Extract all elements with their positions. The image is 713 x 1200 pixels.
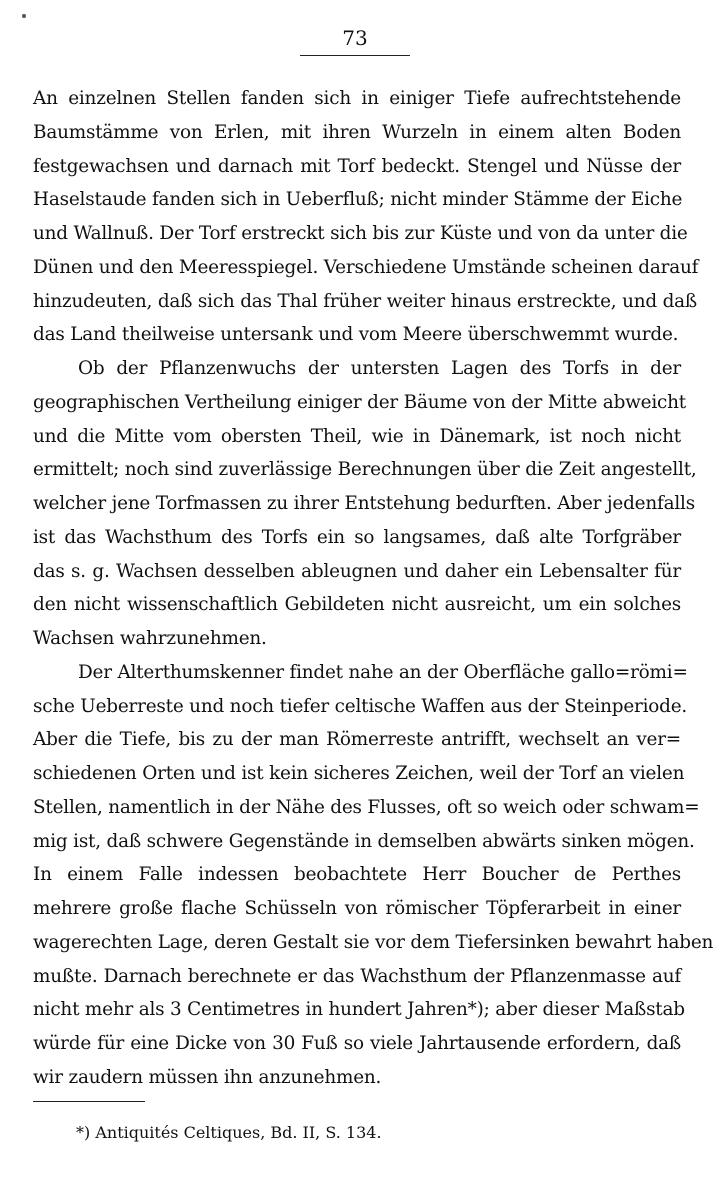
text-line: wagerechten Lage, deren Gestalt sie vor dem Tiefersinken bewahrt haben — [33, 932, 713, 953]
text-line: mig ist, daß schwere Gegenstände in demselben abwärts sinken mögen. — [33, 831, 695, 852]
text-line: mußte. Darnach berechnete er das Wachsthum der Pflanzenmasse auf — [33, 966, 681, 987]
text-line: und die Mitte vom obersten Theil, wie in Dänemark, ist noch nicht — [33, 426, 681, 447]
text-line: das Land theilweise untersank und vom Meere überschwemmt wurde. — [33, 324, 679, 345]
text-line: Stellen, namentlich in der Nähe des Flusses, oft so weich oder schwam= — [33, 797, 700, 818]
text-line: ist das Wachsthum des Torfs ein so langsames, daß alte Torfgräber — [33, 527, 681, 548]
page-number: 73 — [342, 26, 368, 50]
text-line: wir zaudern müssen ihn anzunehmen. — [33, 1067, 382, 1088]
text-line: festgewachsen und darnach mit Torf bedeckt. Stengel und Nüsse der — [33, 156, 681, 177]
text-line: Der Alterthumskenner findet nahe an der Oberfläche gallo=römi= — [78, 662, 688, 683]
footnote: *) Antiquités Celtiques, Bd. II, S. 134. — [76, 1123, 382, 1142]
text-line: Aber die Tiefe, bis zu der man Römerreste antrifft, wechselt an ver= — [33, 729, 681, 750]
text-line: Ob der Pflanzenwuchs der untersten Lagen des Torfs in der — [78, 358, 681, 379]
text-line: hinzudeuten, daß sich das Thal früher weiter hinaus erstreckte, und daß — [33, 291, 698, 312]
text-line: mehrere große flache Schüsseln von römischer Töpferarbeit in einer — [33, 898, 681, 919]
header-rule — [300, 55, 410, 56]
text-line: An einzelnen Stellen fanden sich in einiger Tiefe aufrechtstehende — [33, 88, 681, 109]
text-line: welcher jene Torfmassen zu ihrer Entstehung bedurften. Aber jedenfalls — [33, 493, 695, 514]
text-line: ermittelt; noch sind zuverlässige Berechnungen über die Zeit angestellt, — [33, 459, 697, 480]
text-line: das s. g. Wachsen desselben ableugnen und daher ein Lebensalter für — [33, 561, 681, 582]
text-line: und Wallnuß. Der Torf erstreckt sich bis zur Küste und von da unter die — [33, 223, 688, 244]
text-line: In einem Falle indessen beobachtete Herr Boucher de Perthes — [33, 864, 681, 885]
text-line: sche Ueberreste und noch tiefer celtische Waffen aus der Steinperiode. — [33, 696, 688, 717]
text-line: Wachsen wahrzunehmen. — [33, 628, 267, 649]
footnote-rule — [33, 1101, 145, 1102]
text-line: den nicht wissenschaftlich Gebildeten nicht ausreicht, um ein solches — [33, 594, 681, 615]
text-line: Dünen und den Meeresspiegel. Verschiedene Umstände scheinen darauf — [33, 257, 699, 278]
text-line: schiedenen Orten und ist kein sicheres Zeichen, weil der Torf an vielen — [33, 763, 685, 784]
paper-speck — [22, 14, 26, 18]
text-line: Haselstaude fanden sich in Ueberfluß; nicht minder Stämme der Eiche — [33, 189, 683, 210]
text-line: nicht mehr als 3 Centimetres in hundert Jahren*); aber dieser Maßstab — [33, 999, 685, 1020]
text-line: Baumstämme von Erlen, mit ihren Wurzeln in einem alten Boden — [33, 122, 681, 143]
text-line: würde für eine Dicke von 30 Fuß so viele Jahrtausende erfordern, daß — [33, 1033, 681, 1054]
text-line: geographischen Vertheilung einiger der Bäume von der Mitte abweicht — [33, 392, 686, 413]
